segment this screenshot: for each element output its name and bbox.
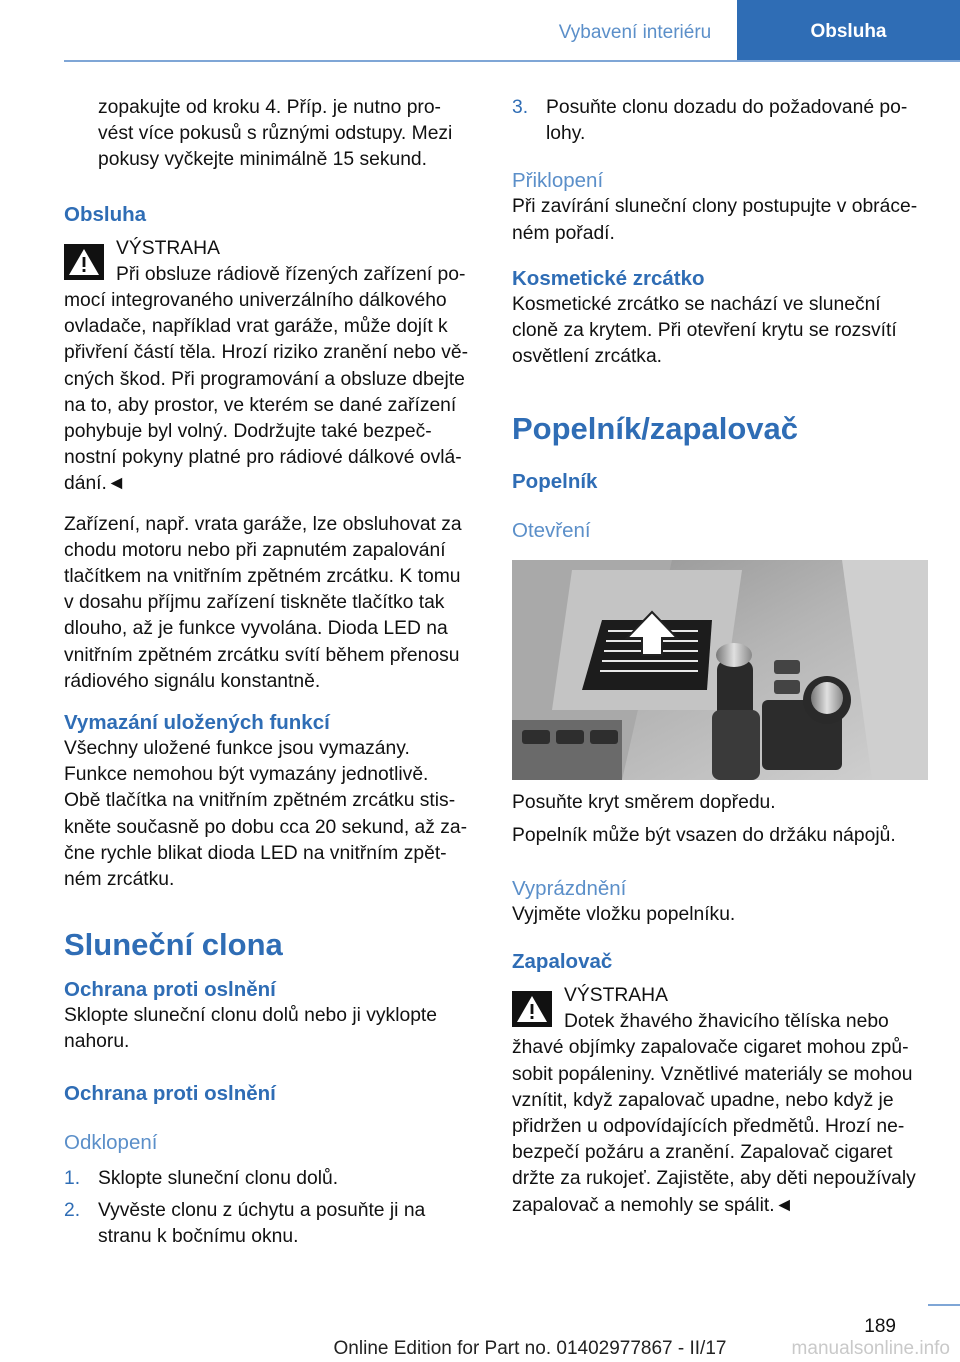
text-line: Zařízení, např. vrata garáže, lze obsluhovat za	[64, 513, 462, 535]
text-line: Kosmetické zrcátko se nachází ve sluneční	[512, 293, 881, 315]
warning-icon	[512, 991, 552, 1027]
text-line: Sklopte sluneční clonu dolů nebo ji vyklopte	[64, 1005, 438, 1027]
section-heading-glare: Ochrana proti oslnění	[64, 978, 276, 1002]
text-line: cných škod. Při programování a obsluze dbejte	[64, 368, 465, 390]
subheading-fold-out: Odklopení	[64, 1130, 158, 1154]
text-line: zapalovač a nemohly se spálit.◄	[512, 1194, 794, 1216]
text-line: osvětlení zrcátka.	[512, 346, 663, 368]
section-heading-mirror: Kosmetické zrcátko	[512, 266, 705, 290]
text-line: Vyjměte vložku popelníku.	[512, 903, 736, 925]
section-heading-delete: Vymazání uložených funkcí	[64, 711, 330, 735]
text-line: přidržen u odpovídajících předmětů. Hrozí ne-	[512, 1116, 905, 1138]
text-line: lohy.	[546, 123, 586, 145]
warning-label: VÝSTRAHA	[564, 985, 668, 1007]
text-line: ném zrcátku.	[64, 869, 175, 891]
text-line: Všechny uložené funkce jsou vymazány.	[64, 738, 410, 760]
text-line: zopakujte od kroku 4. Příp. je nutno pro-	[98, 97, 441, 118]
text-line: kněte současně po dobu cca 20 sekund, až za-	[64, 816, 468, 838]
warning-label: VÝSTRAHA	[116, 237, 220, 259]
section-tab[interactable]: Vybavení interiéru	[558, 22, 712, 43]
text-line: ném pořadí.	[512, 222, 615, 244]
text-line: přivření částí těla. Hrozí riziko zranění nebo vě-	[64, 342, 469, 364]
text-line: vznítit, když zapalovač upadne, nebo když je	[512, 1089, 894, 1111]
step-number: 3.	[512, 97, 529, 118]
text-line: držte za rukojeť. Zajistěte, aby děti nepoužívaly	[512, 1168, 916, 1190]
text-line: Dotek žhavého žhavicího tělíska nebo	[564, 1011, 889, 1033]
step-number: 2.	[64, 1199, 81, 1221]
subheading-open: Otevření	[512, 519, 591, 543]
text-line: rádiového signálu konstantně.	[64, 670, 321, 692]
section-heading-obsluha: Obsluha	[64, 202, 147, 226]
text-line: dlouho, až je funkce vyvolána. Dioda LED na	[64, 618, 448, 640]
chapter-heading-sun-visor: Sluneční clona	[64, 927, 283, 963]
text-line: Při zavírání sluneční clony postupujte v obráce-	[512, 196, 918, 218]
text-line: nahoru.	[64, 1031, 130, 1053]
text-line: žhavé objímky zapalovače cigaret mohou způ-	[512, 1037, 909, 1059]
text-line: chodu motoru nebo při zapnutém zapalování	[64, 539, 446, 561]
ashtray-photo	[512, 560, 928, 780]
text-line: Posuňte kryt směrem dopředu.	[512, 792, 776, 814]
text-line: sobit popáleniny. Vznětlivé materiály se mohou	[512, 1063, 913, 1085]
text-line: pohybuje byl volný. Dodržujte také bezpeč-	[64, 421, 432, 443]
list-item	[512, 95, 928, 147]
paragraph-mirror	[512, 292, 928, 371]
text-line: nostní pokyny platné pro rádiové dálkové ovlá-	[64, 447, 462, 469]
list-item	[64, 1166, 480, 1192]
text-line: Sklopte sluneční clonu dolů.	[98, 1167, 339, 1189]
paragraph-garage	[64, 512, 480, 695]
text-line: Posuňte clonu dozadu do požadované po-	[546, 97, 908, 118]
header-divider	[64, 60, 960, 62]
text-line: stranu k bočnímu oknu.	[98, 1226, 299, 1248]
section-heading-ashtray: Popelník	[512, 470, 598, 494]
text-line: na to, aby prostor, ve kterém se dané zařízení	[64, 394, 457, 416]
text-line: cloně za krytem. Při otevření krytu se rozsvítí	[512, 320, 897, 342]
text-line: v dosahu příjmu zařízení tiskněte tlačítko tak	[64, 592, 445, 614]
text-line: Při obsluze rádiově řízených zařízení po-	[116, 263, 466, 285]
page-header	[0, 0, 960, 62]
text-line: Obě tlačítka na vnitřním zpětném zrcátku stis-	[64, 790, 456, 812]
section-heading-glare-2: Ochrana proti oslnění	[64, 1081, 276, 1105]
step-number: 1.	[64, 1167, 81, 1189]
steps-list	[64, 1166, 480, 1251]
watermark: manualsonline.info	[791, 1338, 950, 1359]
text-line: ovladače, například vrat garáže, může dojít k	[64, 316, 448, 338]
subheading-fold-back: Přiklopení	[512, 169, 604, 193]
edition-note: Online Edition for Part no. 01402977867 - II/17	[333, 1338, 727, 1359]
warning-block	[64, 236, 480, 498]
warning-icon	[64, 244, 104, 280]
left-column	[64, 95, 480, 1250]
footer-divider	[928, 1304, 960, 1306]
text-line: čne rychle blikat dioda LED na vnitřním zpět-	[64, 842, 447, 864]
text-line: bezpečí požáru a zranění. Zapalovač cigaret	[512, 1142, 893, 1164]
text-line: vést více pokusů s různými odstupy. Mezi	[98, 123, 453, 145]
text-line: Popelník může být vsazen do držáku nápojů.	[512, 824, 896, 846]
section-heading-lighter: Zapalovač	[512, 950, 613, 974]
page-number: 189	[864, 1316, 896, 1337]
list-item	[64, 1198, 480, 1250]
right-column	[512, 95, 928, 1219]
subheading-empty: Vyprázdnění	[512, 876, 627, 900]
intro-paragraph	[64, 95, 480, 174]
active-tab-label: Obsluha	[810, 21, 887, 42]
warning-block	[512, 983, 928, 1219]
paragraph-glare	[64, 1003, 480, 1055]
text-line: mocí integrovaného univerzálního dálkového	[64, 290, 447, 312]
chapter-heading-ashtray: Popelník/zapalovač	[512, 411, 798, 447]
paragraph-fold-back	[512, 194, 928, 246]
active-tab-obsluha[interactable]	[737, 0, 960, 62]
text-line: dání.◄	[64, 473, 126, 495]
text-line: pokusy vyčkejte minimálně 15 sekund.	[98, 149, 428, 171]
text-line: tlačítkem na vnitřním zpětném zrcátku. K tomu	[64, 566, 461, 588]
paragraph-delete	[64, 736, 480, 893]
text-line: Funkce nemohou být vymazány jednotlivě.	[64, 764, 429, 786]
text-line: vnitřním zpětném zrcátku svítí během přenosu	[64, 644, 460, 666]
text-line: Vyvěste clonu z úchytu a posuňte ji na	[98, 1199, 426, 1221]
